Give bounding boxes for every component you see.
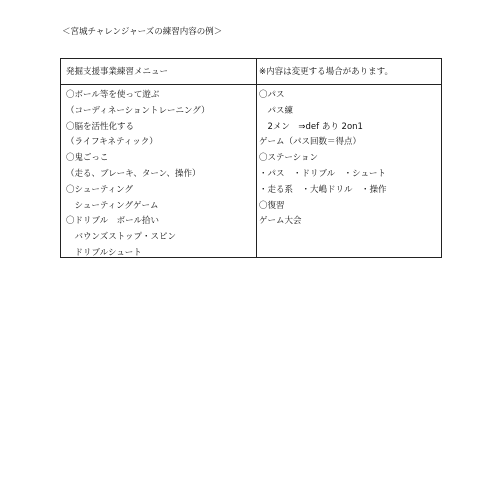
- list-item: 〇鬼ごっこ: [66, 153, 109, 164]
- column-divider: [256, 59, 257, 257]
- document-title: ＜宮城チャレンジャーズの練習内容の例＞: [62, 27, 223, 37]
- list-item: 〇ドリブル ボール拾い: [66, 216, 159, 227]
- list-item: 〇ステーション: [259, 153, 318, 164]
- list-item: 〇ボール等を使って遊ぶ: [66, 90, 160, 100]
- list-item: （ライフキネティック）: [66, 137, 158, 148]
- list-item: （コーディネーショントレーニング）: [66, 105, 210, 116]
- header-change-note: ※内容は変更する場合があります。: [259, 67, 393, 77]
- right-column-content: [259, 88, 387, 230]
- list-item: ・パス ・ドリブル ・シュート: [259, 168, 386, 179]
- list-item: ・走る系 ・大嶋ドリル ・操作: [259, 184, 387, 195]
- list-item: バウンズストップ・スピン: [66, 232, 176, 243]
- list-item: パス練: [259, 105, 294, 116]
- left-column-content: [66, 88, 210, 262]
- list-item: 〇復習: [259, 200, 285, 211]
- practice-menu-table: [60, 58, 442, 258]
- list-item: 〇パス: [259, 90, 285, 100]
- list-item: （走る、ブレーキ、ターン、操作）: [66, 168, 201, 179]
- header-menu-title: 発掘支援事業練習メニュー: [66, 67, 169, 77]
- list-item: ゲーム大会: [259, 216, 302, 227]
- list-item: 〇シューティング: [66, 184, 133, 195]
- list-item: 2メン ⇒def あり 2on1: [259, 121, 363, 132]
- list-item: ゲーム（パス回数＝得点）: [259, 137, 362, 148]
- list-item: ドリブルシュート: [66, 247, 142, 258]
- list-item: シューティングゲーム: [66, 200, 159, 211]
- list-item: 〇脳を活性化する: [66, 121, 135, 132]
- table-header-row: [61, 59, 441, 85]
